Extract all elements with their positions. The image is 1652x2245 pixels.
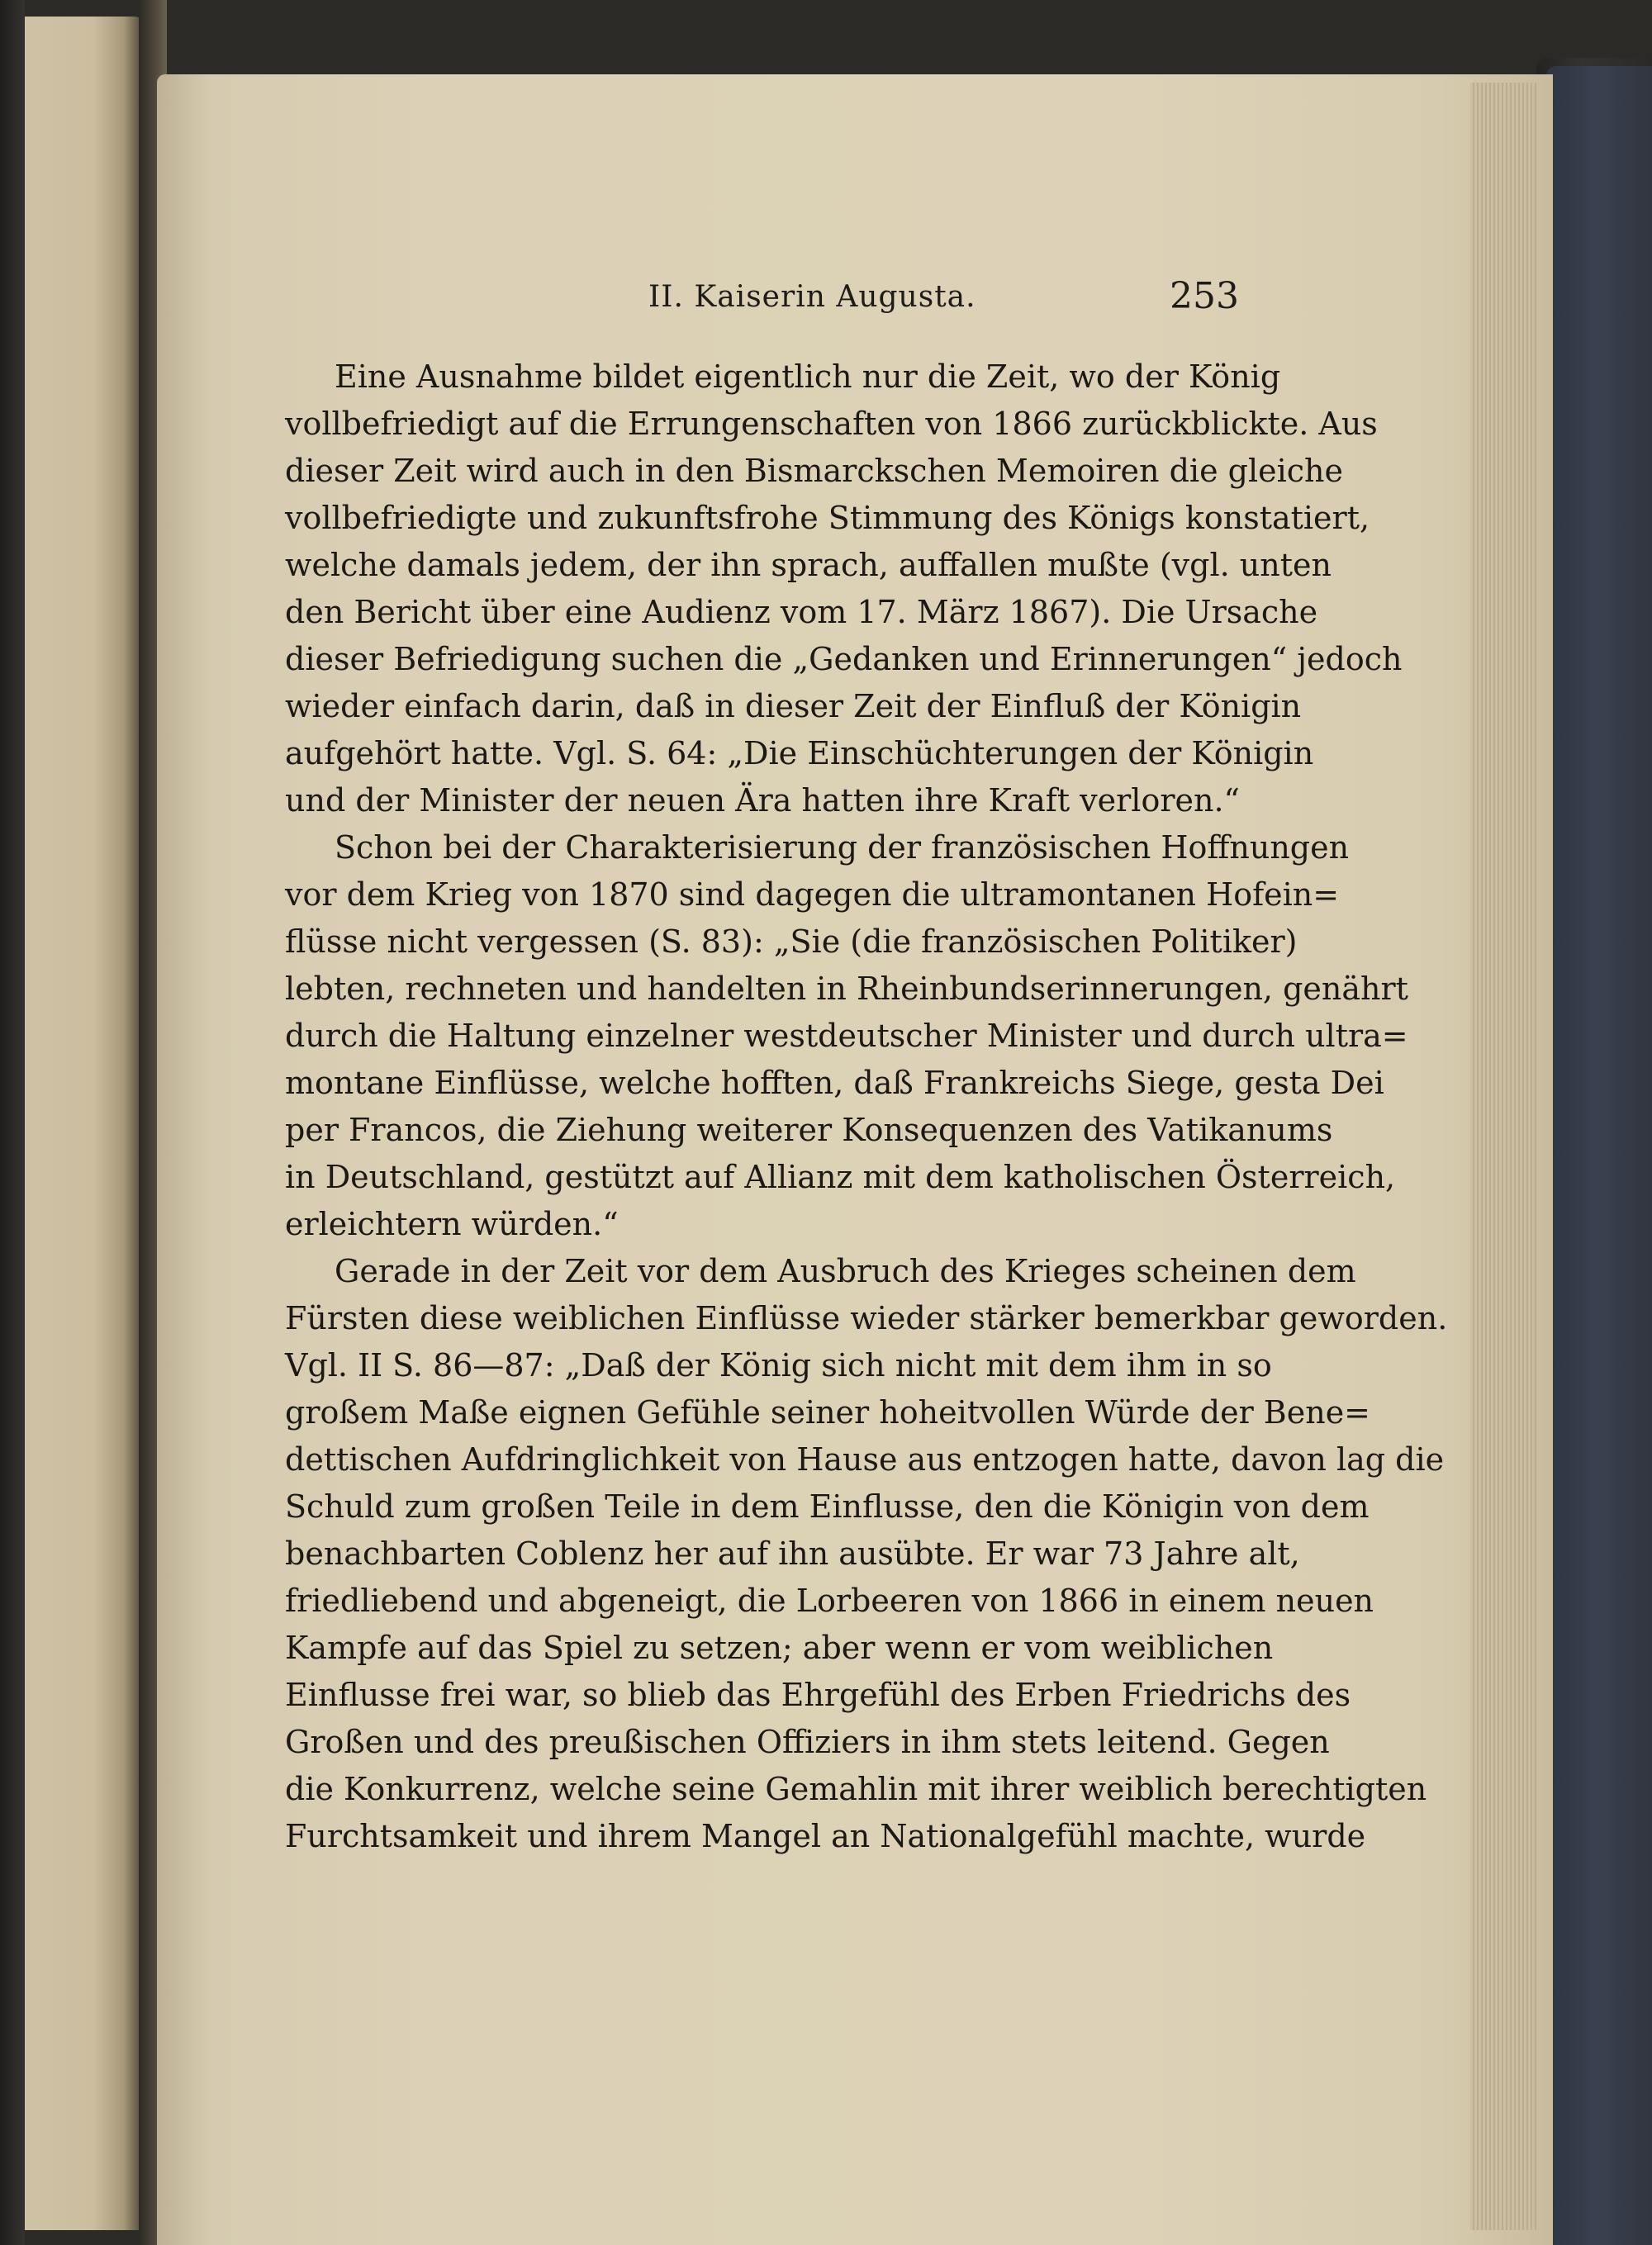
running-title: II. Kaiserin Augusta. [648, 280, 976, 314]
text-line: erleichtern würden.“ [285, 1206, 619, 1242]
text-line: Schuld zum großen Teile in dem Einflusse, den die Königin von dem [285, 1488, 1370, 1525]
text-line: Vgl. II S. 86—87: „Daß der König sich nicht mit dem ihm in so [285, 1347, 1272, 1384]
text-line: vollbefriedigte und zukunftsfrohe Stimmung des Königs konstatiert, [285, 500, 1370, 536]
text-line: durch die Haltung einzelner westdeutscher Minister und durch ultra= [285, 1018, 1408, 1054]
text-line: in Deutschland, gestützt auf Allianz mit dem katholischen Österreich, [285, 1159, 1396, 1195]
paragraph [285, 824, 1408, 1248]
text-line: Gerade in der Zeit vor dem Ausbruch des Krieges scheinen dem [335, 1253, 1356, 1289]
text-line: Kampfe auf das Spiel zu setzen; aber wenn er vom weiblichen [285, 1630, 1274, 1666]
book-cover-board [1546, 66, 1652, 2245]
paragraph [285, 354, 1403, 824]
text-line: welche damals jedem, der ihn sprach, auffallen mußte (vgl. unten [285, 547, 1332, 583]
text-line: Großen und des preußischen Offiziers in ihm stets leitend. Gegen [285, 1724, 1330, 1760]
text-line: lebten, rechneten und handelten in Rheinbundserinnerungen, genährt [285, 971, 1408, 1007]
text-line: dieser Zeit wird auch in den Bismarckschen Memoiren die gleiche [285, 453, 1343, 489]
page-stack-edges [1470, 83, 1536, 2230]
scan-background [0, 0, 25, 2245]
text-line: Eine Ausnahme bildet eigentlich nur die Zeit, wo der König [335, 358, 1281, 395]
text-line: montane Einflüsse, welche hofften, daß Frankreichs Siege, gesta Dei [285, 1065, 1384, 1101]
text-line: vor dem Krieg von 1870 sind dagegen die ultramontanen Hofein= [285, 876, 1340, 913]
text-line: Fürsten diese weiblichen Einflüsse wieder stärker bemerkbar geworden. [285, 1300, 1448, 1336]
text-line: großem Maße eignen Gefühle seiner hoheitvollen Würde der Bene= [285, 1394, 1371, 1431]
running-header [285, 275, 1239, 325]
facing-page-edge [25, 17, 149, 2230]
text-line: dettischen Aufdringlichkeit von Hause aus entzogen hatte, davon lag die [285, 1441, 1445, 1478]
text-line: und der Minister der neuen Ära hatten ihre Kraft verloren.“ [285, 782, 1240, 819]
text-line: wieder einfach darin, daß in dieser Zeit der Einfluß der Königin [285, 688, 1302, 724]
text-line: per Francos, die Ziehung weiterer Konsequenzen des Vatikanums [285, 1112, 1333, 1148]
text-line: dieser Befriedigung suchen die „Gedanken und Erinnerungen“ jedoch [285, 641, 1403, 677]
paragraph [285, 1248, 1448, 1860]
text-line: flüsse nicht vergessen (S. 83): „Sie (die französischen Politiker) [285, 923, 1298, 960]
text-line: Schon bei der Charakterisierung der französischen Hoffnungen [335, 829, 1350, 866]
text-line: den Bericht über eine Audienz vom 17. März 1867). Die Ursache [285, 594, 1318, 630]
text-line: vollbefriedigt auf die Errungenschaften von 1866 zurückblickte. Aus [285, 406, 1378, 442]
text-line: die Konkurrenz, welche seine Gemahlin mit ihrer weiblich berechtigten [285, 1771, 1427, 1807]
text-line: Furchtsamkeit und ihrem Mangel an Nationalgefühl machte, wurde [285, 1818, 1366, 1854]
text-line: aufgehört hatte. Vgl. S. 64: „Die Einschüchterungen der Königin [285, 735, 1314, 771]
text-line: benachbarten Coblenz her auf ihn ausübte. Er war 73 Jahre alt, [285, 1535, 1300, 1572]
text-line: Einflusse frei war, so blieb das Ehrgefühl des Erben Friedrichs des [285, 1677, 1351, 1713]
body-text [285, 354, 1448, 1860]
text-line: friedliebend und abgeneigt, die Lorbeeren von 1866 in einem neuen [285, 1583, 1374, 1619]
page-number: 253 [1170, 275, 1239, 317]
